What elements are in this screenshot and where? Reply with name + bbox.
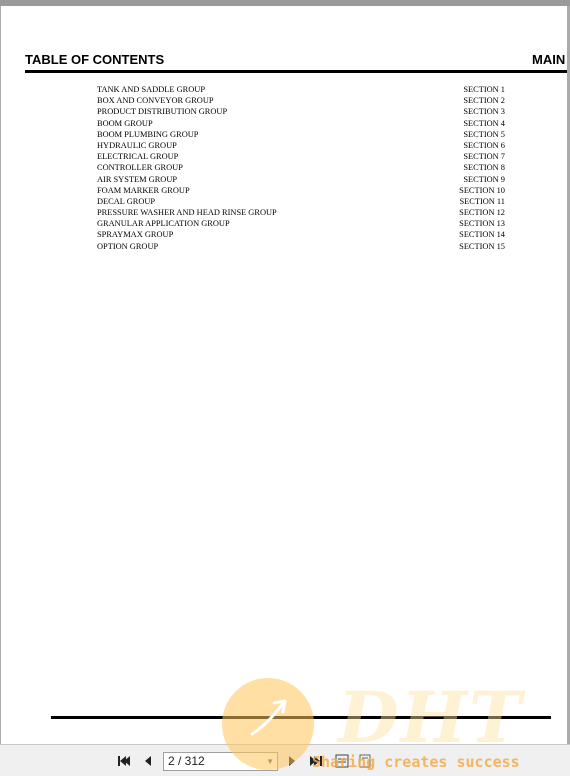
toc-item-section: SECTION 6	[463, 140, 505, 150]
toc-item-name: BOOM PLUMBING GROUP	[97, 129, 199, 139]
toc-item-name: SPRAYMAX GROUP	[97, 230, 174, 240]
toc-row[interactable]	[97, 118, 505, 129]
toc-item-name: ELECTRICAL GROUP	[97, 152, 179, 162]
toc-item-name: TANK AND SADDLE GROUP	[97, 85, 205, 94]
toc-item-section: SECTION 5	[463, 129, 505, 139]
toc-item-section: SECTION 9	[463, 174, 505, 184]
toc-item-section: SECTION 13	[459, 219, 505, 229]
toc-row[interactable]	[97, 174, 505, 185]
watermark-slogan: Sharing creates success	[312, 753, 520, 771]
toc-item-section: SECTION 3	[463, 107, 505, 117]
previous-page-icon[interactable]	[140, 753, 156, 769]
toc-row[interactable]	[97, 151, 505, 162]
toc-item-section: SECTION 15	[459, 241, 505, 251]
toc-row[interactable]	[97, 84, 505, 95]
toc-item-name: CONTROLLER GROUP	[97, 163, 183, 173]
document-page	[1, 6, 567, 744]
toc-row[interactable]	[97, 95, 505, 106]
toc-item-name: GRANULAR APPLICATION GROUP	[97, 219, 230, 229]
toc-item-name: HYDRAULIC GROUP	[97, 140, 177, 150]
toc-item-section: SECTION 2	[463, 96, 505, 106]
toc-row[interactable]	[97, 207, 505, 218]
first-page-icon[interactable]	[116, 753, 132, 769]
toc-item-section: SECTION 8	[463, 163, 505, 173]
toc-item-section: SECTION 7	[463, 152, 505, 162]
toc-item-section: SECTION 4	[463, 118, 505, 128]
page-indicator: 2 / 312	[168, 754, 205, 768]
toc-row[interactable]	[97, 229, 505, 240]
toc-item-section: SECTION 1	[463, 85, 505, 94]
toc-row[interactable]	[97, 106, 505, 117]
toc-item-section: SECTION 10	[459, 185, 505, 195]
toc-item-name: DECAL GROUP	[97, 196, 156, 206]
toc-item-name: FOAM MARKER GROUP	[97, 185, 190, 195]
toc-item-name: AIR SYSTEM GROUP	[97, 174, 178, 184]
watermark-logo: DHT	[338, 676, 523, 759]
toc-item-name: PRODUCT DISTRIBUTION GROUP	[97, 107, 228, 117]
toc-row[interactable]	[97, 196, 505, 207]
toc-row[interactable]	[97, 140, 505, 151]
toc-row[interactable]	[97, 129, 505, 140]
toc-row[interactable]	[97, 185, 505, 196]
toc-item-name: BOOM GROUP	[97, 118, 153, 128]
toc-item-name: BOX AND CONVEYOR GROUP	[97, 96, 214, 106]
toc-row[interactable]	[97, 162, 505, 173]
toc-row[interactable]	[97, 241, 505, 252]
toc-item-section: SECTION 14	[459, 230, 505, 240]
toc-item-section: SECTION 11	[459, 196, 505, 206]
watermark-arrow-icon	[246, 694, 292, 740]
header-rule	[25, 70, 567, 73]
page-title: TABLE OF CONTENTS	[25, 52, 165, 67]
toc-item-section: SECTION 12	[459, 208, 505, 218]
toc-item-name: OPTION GROUP	[97, 241, 159, 251]
section-label: MAIN	[532, 52, 566, 67]
toc-row[interactable]	[97, 218, 505, 229]
toc-item-name: PRESSURE WASHER AND HEAD RINSE GROUP	[97, 208, 277, 218]
table-of-contents	[97, 84, 505, 252]
